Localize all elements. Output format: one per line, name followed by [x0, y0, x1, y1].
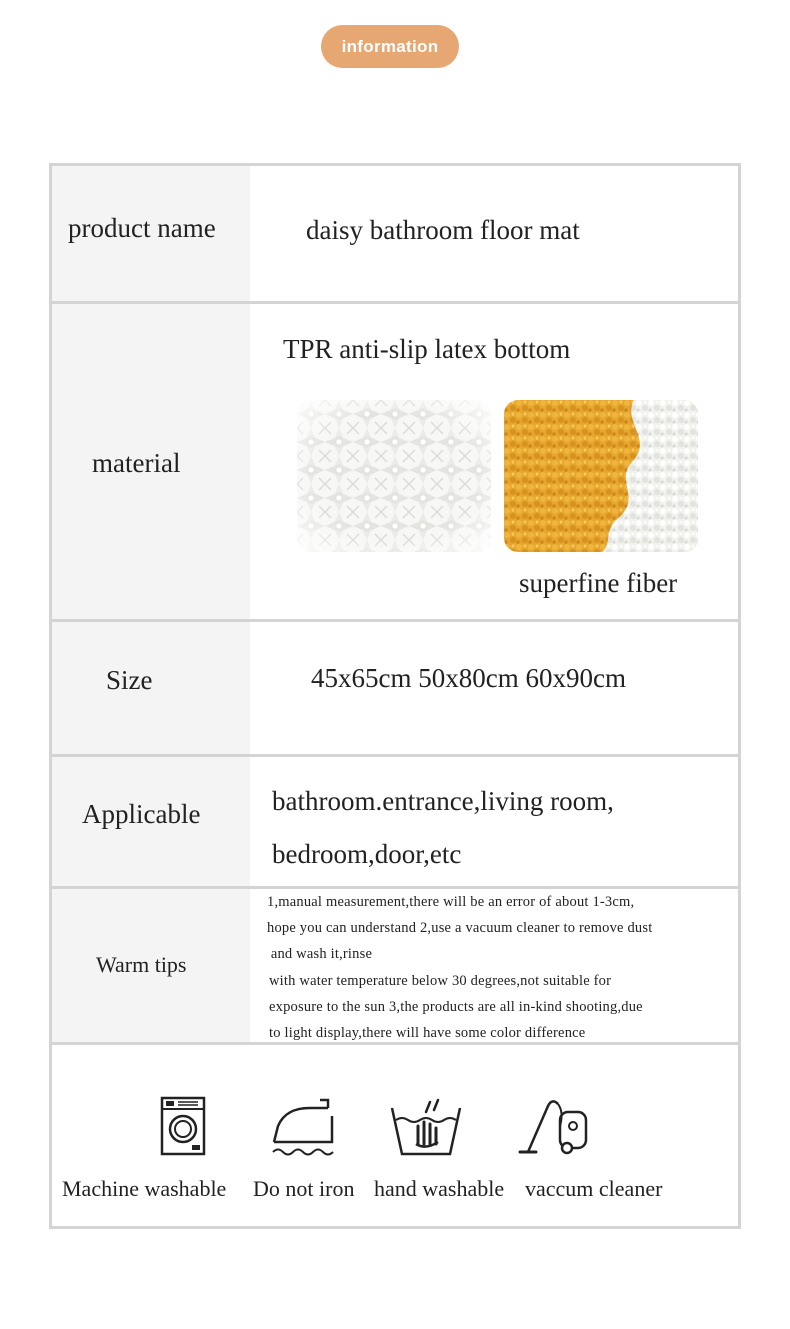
row-care-instructions — [52, 1045, 738, 1226]
material-label: material — [92, 448, 181, 478]
superfine-fiber-photo — [504, 400, 698, 552]
care-label-vacuum-cleaner: vaccum cleaner — [525, 1176, 663, 1201]
warm-tips-line: exposure to the sun 3,the products are all in-kind shooting,due — [269, 999, 643, 1015]
warm-tips-label: Warm tips — [96, 952, 187, 977]
iron-icon — [270, 1096, 334, 1158]
product-info-table — [49, 163, 741, 1229]
size-value: 45x65cm 50x80cm 60x90cm — [311, 663, 626, 693]
warm-tips-line: hope you can understand 2,use a vacuum cleaner to remove dust — [267, 920, 653, 936]
applicable-label: Applicable — [82, 799, 201, 829]
warm-tips-line: with water temperature below 30 degrees,not suitable for — [269, 973, 612, 989]
warm-tips-line: 1,manual measurement,there will be an error of about 1-3cm, — [267, 894, 635, 910]
care-label-hand-washable: hand washable — [374, 1176, 505, 1201]
row-warm-tips — [52, 889, 738, 1045]
applicable-line-1: bathroom.entrance,living room, — [272, 786, 614, 816]
information-badge: information — [321, 25, 459, 68]
row-applicable — [52, 757, 738, 889]
material-caption-latex: TPR anti-slip latex bottom — [283, 334, 571, 364]
row-product-name — [52, 166, 738, 304]
product-name-label: product name — [68, 213, 216, 243]
warm-tips-line: to light display,there will have some color difference — [269, 1025, 586, 1041]
applicable-line-2: bedroom,door,etc — [272, 839, 462, 869]
size-label: Size — [106, 665, 153, 695]
material-caption-fiber: superfine fiber — [519, 568, 678, 598]
latex-bottom-photo — [297, 400, 491, 552]
row-material — [52, 304, 738, 622]
hand-wash-icon — [390, 1096, 462, 1158]
warm-tips-line: and wash it,rinse — [267, 946, 373, 962]
washing-machine-icon — [160, 1096, 206, 1156]
care-label-do-not-iron: Do not iron — [253, 1176, 355, 1201]
vacuum-cleaner-icon — [518, 1096, 588, 1156]
product-name-value: daisy bathroom floor mat — [306, 215, 580, 245]
care-label-machine-washable: Machine washable — [62, 1176, 227, 1201]
row-size — [52, 622, 738, 757]
